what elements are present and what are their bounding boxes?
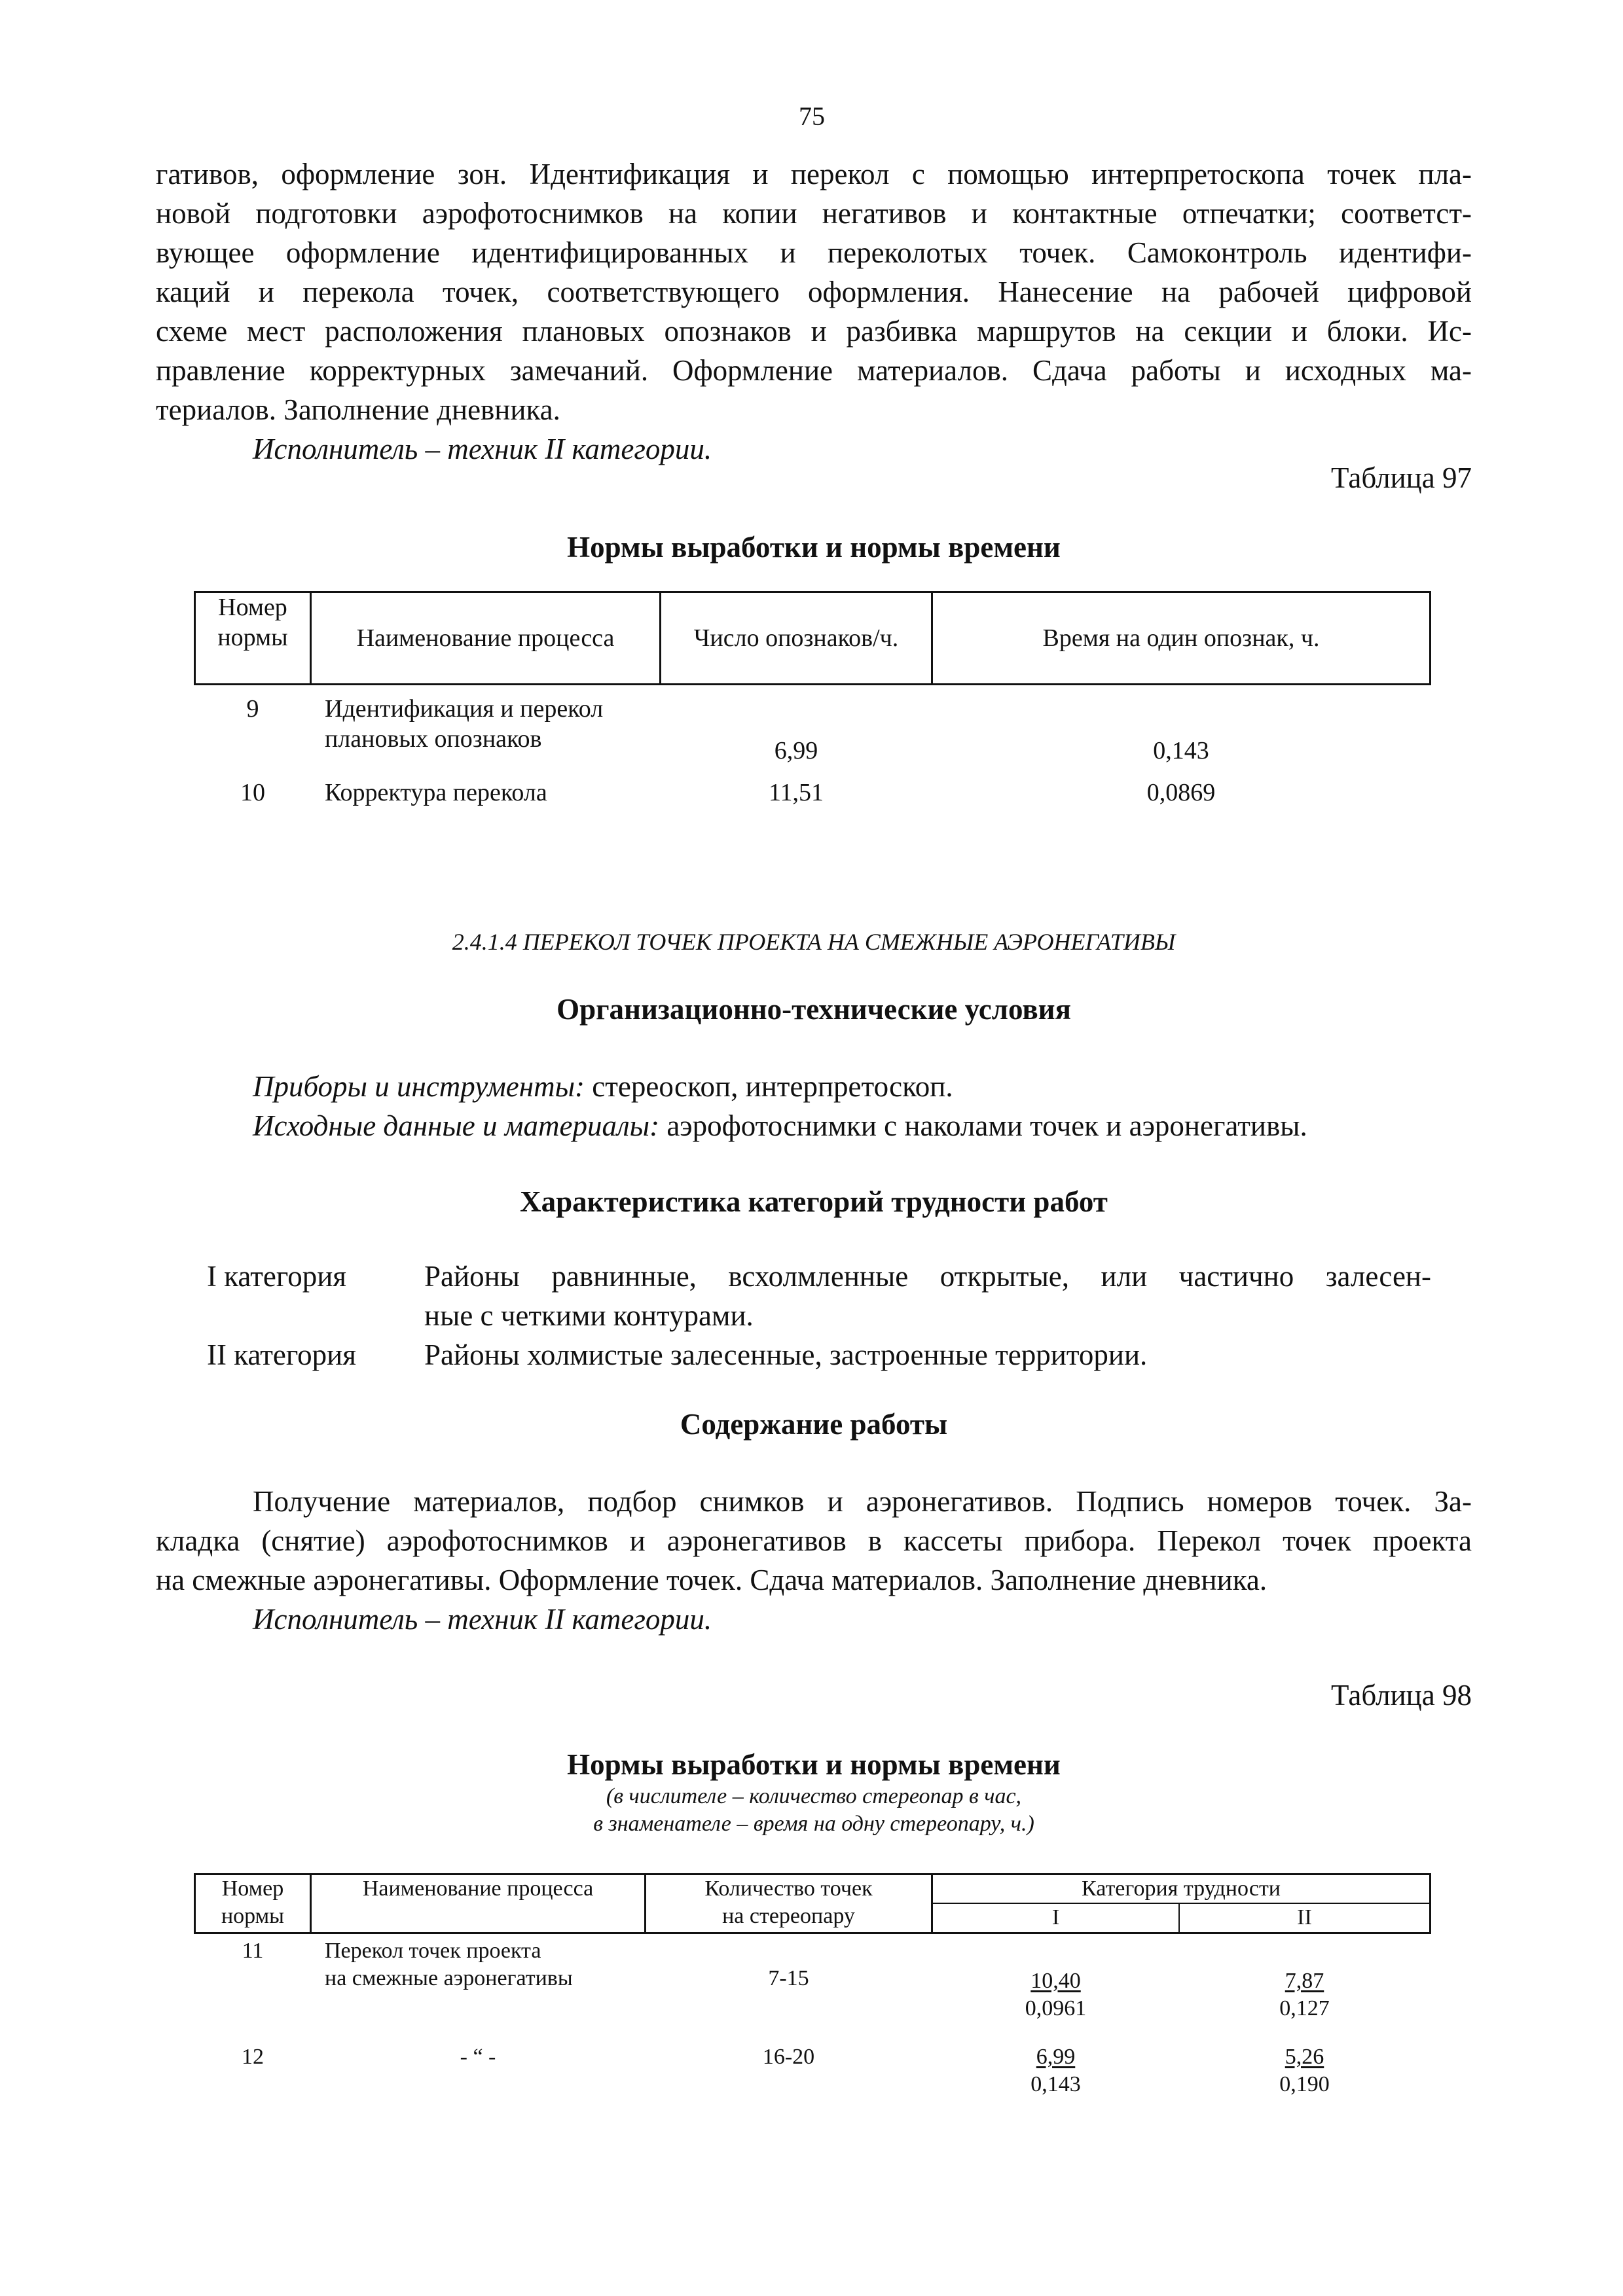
content-title: Содержание работы — [680, 1408, 948, 1441]
table-98-label: Таблица 98 — [1331, 1679, 1472, 1712]
row-points: 7-15 — [768, 1966, 809, 1990]
row-time: 0,0869 — [1146, 779, 1216, 806]
content-line: кладка (снятие) аэрофотоснимков и аэронегативов в кассеты прибора. Перекол точек проекта — [156, 1524, 1472, 1557]
cat2-denominator: 0,127 — [1279, 1996, 1330, 2020]
source-value: аэрофотоснимки с наколами точек и аэронегативы. — [659, 1109, 1307, 1142]
cat2-numerator: 7,87 — [1285, 1969, 1324, 1993]
content-last-line: на смежные аэронегативы. Оформление точек. Сдача материалов. Заполнение дневника. — [156, 1564, 1267, 1596]
source-label: Исходные данные и материалы: — [253, 1109, 660, 1142]
category-desc: Районы холмистые залесенные, застроенные территории. — [424, 1338, 1148, 1371]
header-points-line2: на стереопару — [722, 1904, 855, 1928]
cat1-denominator: 0,0961 — [1025, 1996, 1087, 2020]
intro-line: вующее оформление идентифицированных и переколотых точек. Самоконтроль идентифи- — [156, 236, 1472, 269]
intro-line: каций и перекола точек, соответствующего оформления. Нанесение на рабочей цифровой — [156, 276, 1472, 308]
header-num-line2: нормы — [221, 1904, 285, 1928]
row-cat2 — [1180, 2043, 1429, 2098]
row-process — [325, 694, 652, 754]
row-process: - “ - — [460, 2045, 496, 2069]
row-num: 9 — [246, 695, 259, 723]
row-rate: 6,99 — [774, 737, 818, 764]
performer-note: Исполнитель – техник II категории. — [253, 433, 712, 465]
cat1-numerator: 10,40 — [1030, 1969, 1081, 1993]
table-header-cell: I — [1051, 1905, 1060, 1929]
table-98-title: Нормы выработки и нормы времени — [567, 1748, 1061, 1781]
row-cat1 — [933, 2043, 1178, 2098]
row-cat1 — [933, 1967, 1178, 2022]
source-line — [253, 1106, 1484, 1145]
category-desc-line: ные с четкими контурами. — [424, 1299, 754, 1332]
performer-note: Исполнитель – техник II категории. — [253, 1603, 712, 1636]
table-98-subtitle: (в числителе – количество стереопар в час, — [606, 1784, 1022, 1808]
row-num: 10 — [240, 779, 265, 806]
table-header-cell: Наименование процесса — [362, 1876, 594, 1901]
process-line: плановых опознаков — [325, 725, 542, 753]
intro-line: гативов, оформление зон. Идентификация и перекол с помощью интерпретоскопа точек пла- — [156, 158, 1472, 190]
cat1-numerator: 6,99 — [1036, 2045, 1076, 2069]
table-98-subtitle: в знаменателе – время на одну стереопару, ч.) — [593, 1812, 1034, 1836]
table-97-label: Таблица 97 — [1331, 461, 1472, 494]
instruments-line — [253, 1067, 1470, 1106]
table-header-cell: Время на один опознак, ч. — [1042, 624, 1320, 652]
table-header-cell: Категория трудности — [1082, 1876, 1281, 1901]
row-points: 16-20 — [762, 2045, 815, 2069]
row-cat2 — [1180, 1967, 1429, 2022]
header-num-line2: нормы — [217, 624, 288, 651]
content-line: Получение материалов, подбор снимков и аэронегативов. Подпись номеров точек. За- — [253, 1485, 1472, 1518]
row-process — [325, 1937, 646, 1992]
process-line: Идентификация и перекол — [325, 695, 604, 723]
table-header-cell: Число опознаков/ч. — [693, 624, 899, 652]
header-num-line1: Номер — [218, 594, 287, 621]
category-name: II категория — [207, 1338, 356, 1371]
process-line: на смежные аэронегативы — [325, 1966, 573, 1990]
table-97-title: Нормы выработки и нормы времени — [567, 531, 1061, 564]
page-number: 75 — [799, 101, 825, 131]
intro-paragraph — [156, 154, 1472, 429]
row-process: Корректура перекола — [325, 779, 547, 806]
process-line: Перекол точек проекта — [325, 1939, 541, 1963]
difficulty-title: Характеристика категорий трудности работ — [520, 1185, 1108, 1218]
header-num-line1: Номер — [221, 1876, 284, 1901]
cat1-denominator: 0,143 — [1030, 2072, 1081, 2096]
category-name: I категория — [207, 1260, 346, 1293]
intro-line: новой подготовки аэрофотоснимков на копии негативов и контактные отпечатки; соответст- — [156, 197, 1472, 230]
row-num: 12 — [242, 2045, 264, 2069]
table-header-cell — [196, 1875, 310, 1930]
header-points-line1: Количество точек — [704, 1876, 873, 1901]
section-heading: 2.4.1.4 ПЕРЕКОЛ ТОЧЕК ПРОЕКТА НА СМЕЖНЫЕ АЭРОНЕГАТИВЫ — [452, 929, 1176, 955]
instruments-value: стереоскоп, интерпретоскоп. — [585, 1070, 953, 1103]
row-time: 0,143 — [1153, 737, 1209, 764]
row-num: 11 — [242, 1939, 264, 1963]
intro-last-line: териалов. Заполнение дневника. — [156, 393, 560, 426]
cat2-denominator: 0,190 — [1279, 2072, 1330, 2096]
content-paragraph — [156, 1482, 1472, 1600]
table-header-cell: Наименование процесса — [356, 624, 615, 652]
instruments-label: Приборы и инструменты: — [253, 1070, 585, 1103]
cat2-numerator: 5,26 — [1285, 2045, 1324, 2069]
table-header-cell — [646, 1875, 931, 1930]
table-header-cell — [196, 592, 310, 653]
intro-line: правление корректурных замечаний. Оформление материалов. Сдача работы и исходных ма- — [156, 354, 1472, 387]
intro-line: схеме мест расположения плановых опознаков и разбивка маршрутов на секции и блоки. Ис- — [156, 315, 1472, 348]
row-rate: 11,51 — [768, 779, 824, 806]
category-desc-line: Районы равнинные, всхолмленные открытые, или частично залесен- — [424, 1260, 1431, 1293]
category-desc — [424, 1257, 1431, 1335]
org-conditions-title: Организационно-технические условия — [556, 993, 1071, 1026]
table-header-cell: II — [1297, 1905, 1312, 1929]
